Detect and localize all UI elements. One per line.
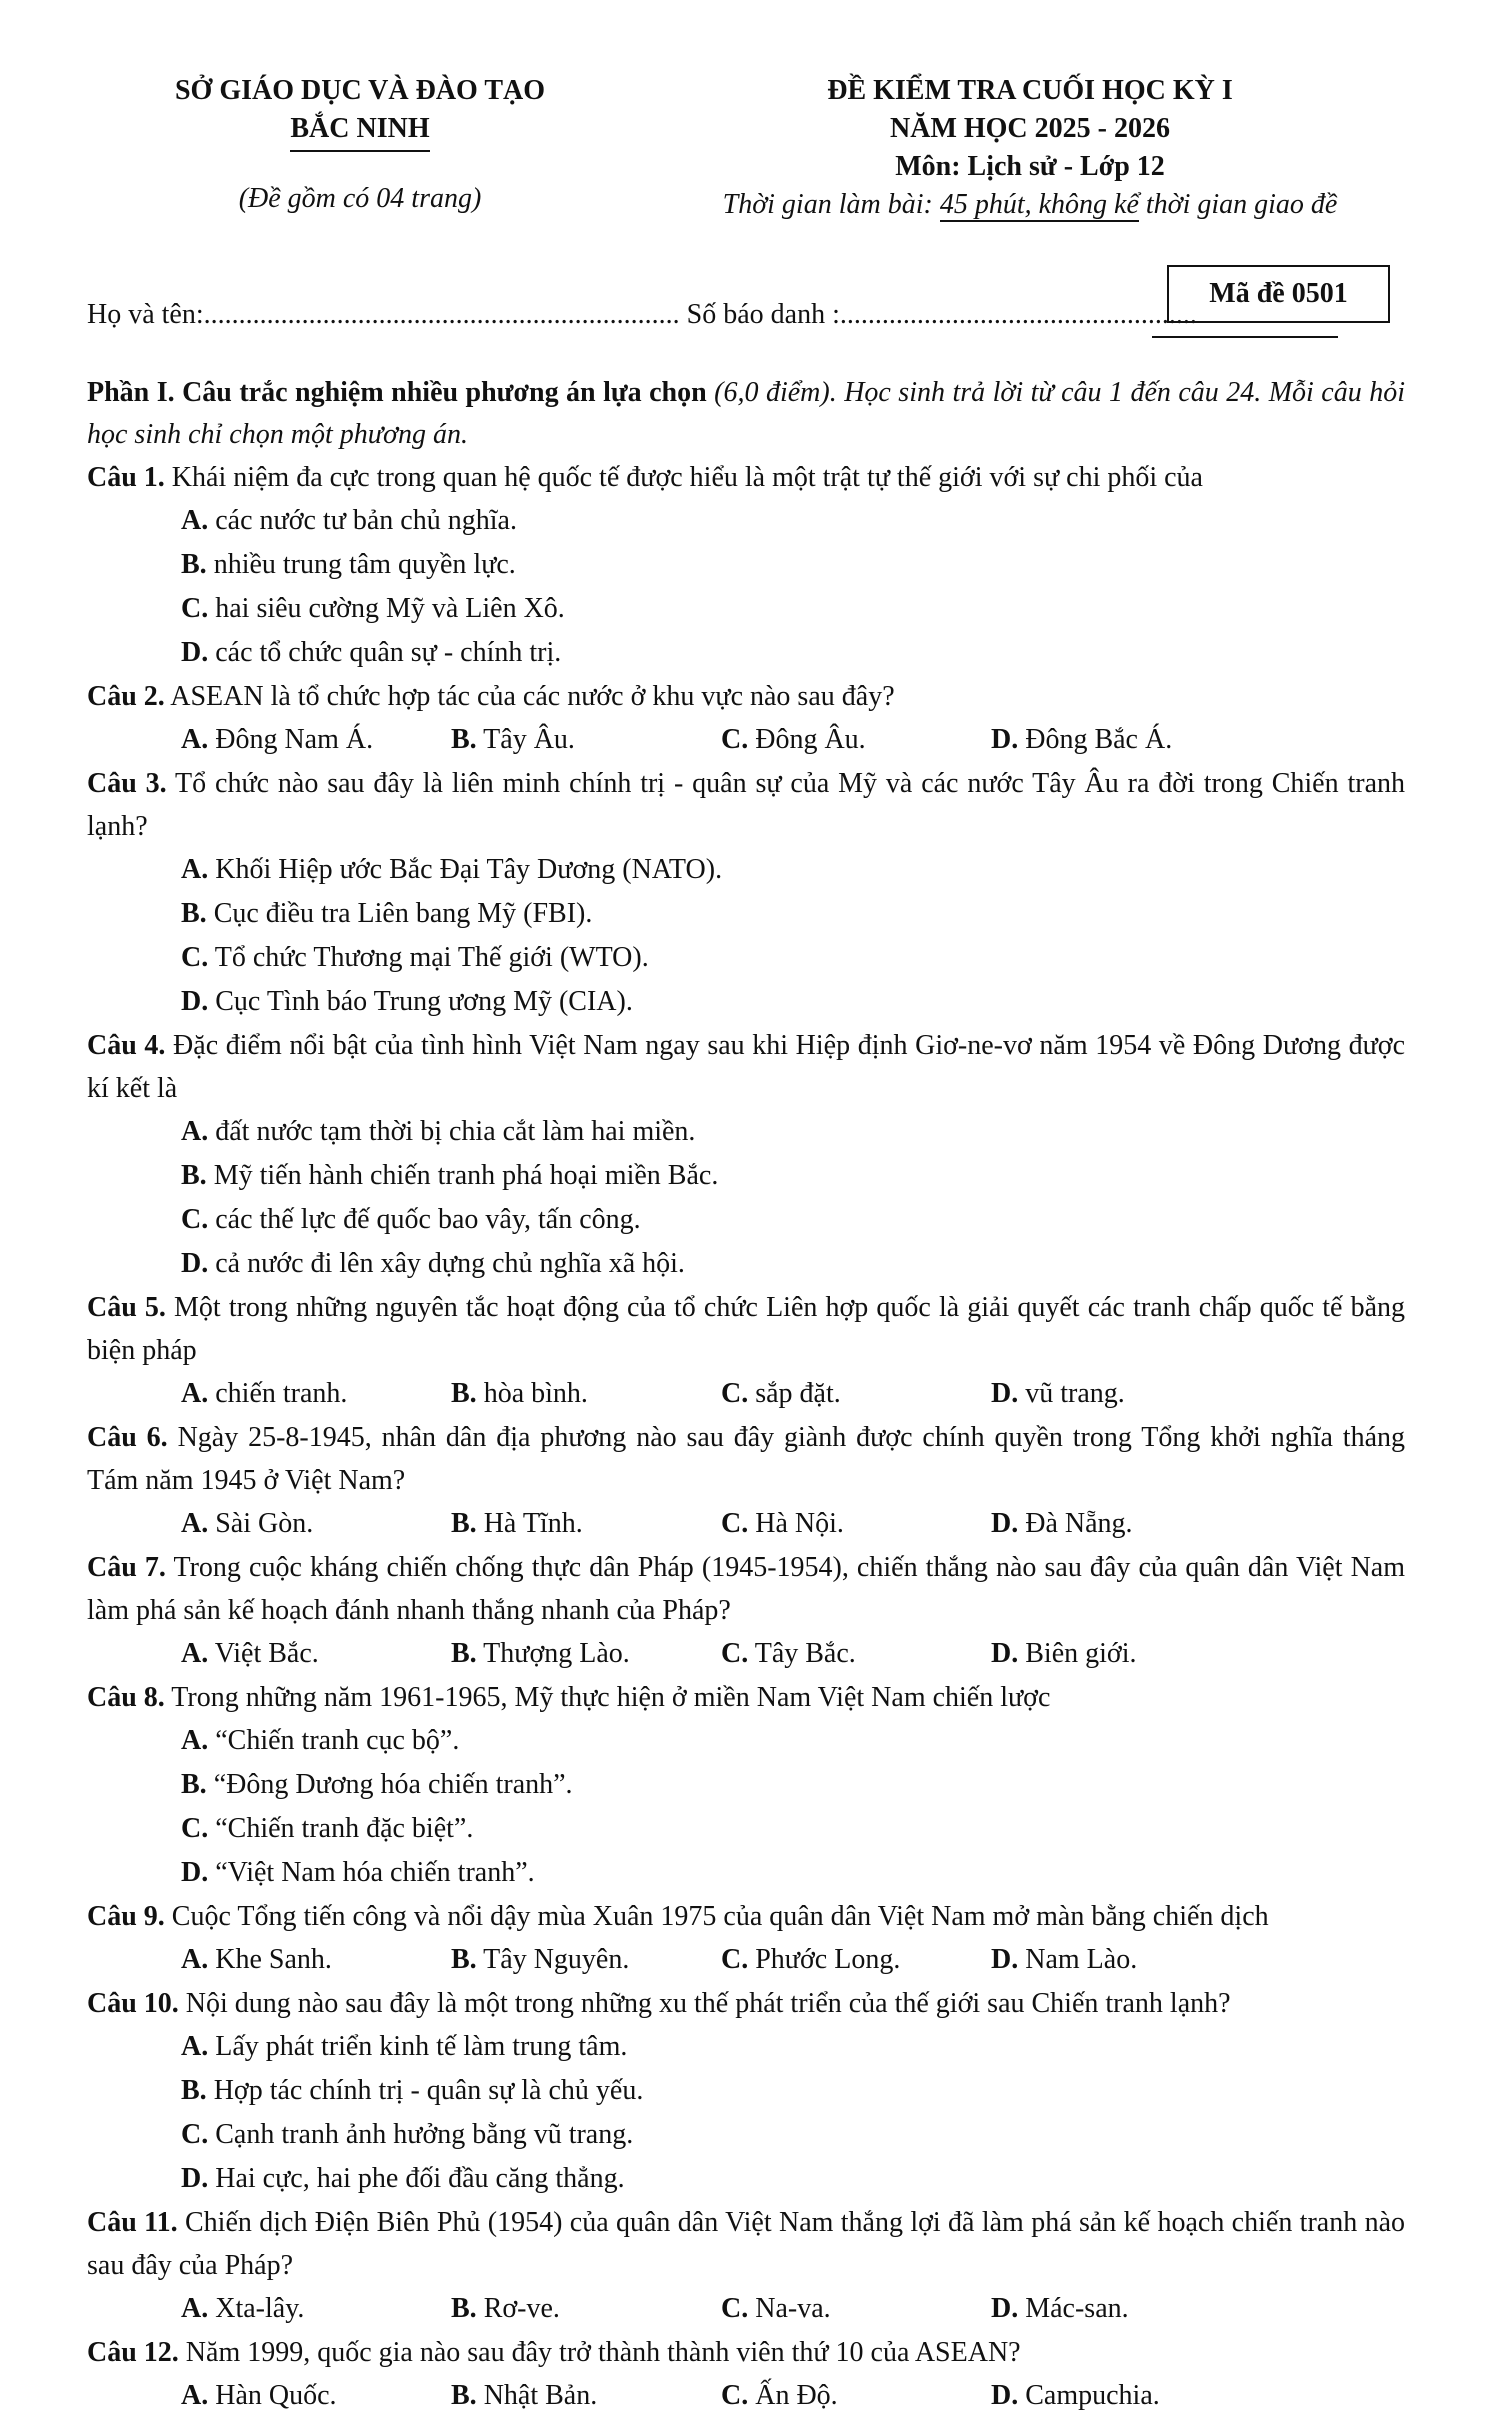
answer-option xyxy=(721,2287,991,2331)
option-text: Đông Âu. xyxy=(748,724,866,755)
option-letter: D. xyxy=(991,1508,1019,1539)
answer-options xyxy=(87,1632,1405,1676)
question-number: Câu 4. xyxy=(87,1030,166,1061)
option-text: vũ trang. xyxy=(1018,1378,1125,1409)
option-letter: C. xyxy=(721,1378,749,1409)
answer-option xyxy=(181,1807,809,1851)
answer-options xyxy=(87,1719,1405,1895)
question xyxy=(87,1546,1405,1676)
answer-option xyxy=(181,1502,451,1546)
pages-note: (Đề gồm có 04 trang) xyxy=(238,183,482,214)
answer-option xyxy=(991,718,1261,762)
answer-option xyxy=(181,587,809,631)
option-letter: D. xyxy=(181,1857,209,1888)
option-letter: B. xyxy=(451,1638,477,1669)
option-text: Hàn Quốc. xyxy=(208,2380,337,2411)
option-letter: C. xyxy=(721,2293,749,2324)
answer-option xyxy=(181,1372,451,1416)
time-prefix: Thời gian làm bài: xyxy=(722,189,940,220)
option-letter: B. xyxy=(181,1160,207,1191)
option-letter: D. xyxy=(181,1248,209,1279)
id-label: Số báo danh : xyxy=(679,299,840,330)
question-number: Câu 1. xyxy=(87,462,165,493)
question xyxy=(87,1286,1405,1416)
option-letter: B. xyxy=(181,549,207,580)
answer-option xyxy=(181,848,809,892)
option-letter: A. xyxy=(181,1725,209,1756)
answer-option xyxy=(991,2287,1261,2331)
option-text: đất nước tạm thời bị chia cắt làm hai miền. xyxy=(208,1116,696,1147)
question-number: Câu 10. xyxy=(87,1988,179,2019)
answer-option xyxy=(721,1372,991,1416)
question xyxy=(87,2331,1405,2418)
question-text: Trong cuộc kháng chiến chống thực dân Pháp (1945-1954), chiến thắng nào sau đây của quân dân Việt Nam làm phá sản kế hoạch đánh nhanh thắng nhanh của Pháp? xyxy=(87,1552,1405,1626)
option-text: Ấn Độ. xyxy=(748,2380,838,2411)
answer-option xyxy=(991,1938,1261,1982)
question-number: Câu 8. xyxy=(87,1682,165,1713)
answer-option xyxy=(181,2287,451,2331)
question xyxy=(87,762,1405,1024)
question-number: Câu 12. xyxy=(87,2337,179,2368)
question-text: Chiến dịch Điện Biên Phủ (1954) của quân dân Việt Nam thắng lợi đã làm phá sản kế hoạch chiến tranh nào sau đây của Pháp? xyxy=(87,2207,1406,2281)
question-text: Năm 1999, quốc gia nào sau đây trở thành thành viên thứ 10 của ASEAN? xyxy=(178,2337,1021,2368)
option-letter: A. xyxy=(181,1116,209,1147)
question-text: Một trong những nguyên tắc hoạt động của tổ chức Liên hợp quốc là giải quyết các tranh chấp quốc tế bằng biện pháp xyxy=(87,1292,1406,1366)
option-letter: A. xyxy=(181,1638,209,1669)
option-text: chiến tranh. xyxy=(208,1378,348,1409)
answer-option xyxy=(181,892,809,936)
time-line xyxy=(680,186,1380,224)
option-text: Cục Tình báo Trung ương Mỹ (CIA). xyxy=(208,986,633,1017)
answer-options xyxy=(87,1110,1405,1286)
option-letter: D. xyxy=(181,637,209,668)
option-letter: C. xyxy=(721,724,749,755)
question-number: Câu 2. xyxy=(87,681,165,712)
answer-option xyxy=(181,2069,809,2113)
option-text: Na-va. xyxy=(748,2293,831,2324)
time-suffix: thời gian giao đề xyxy=(1138,189,1338,220)
option-letter: C. xyxy=(181,1204,209,1235)
option-text: hai siêu cường Mỹ và Liên Xô. xyxy=(208,593,565,624)
answer-option xyxy=(181,631,809,675)
name-field: .................................................................... xyxy=(203,299,680,330)
answer-option xyxy=(181,2374,451,2418)
option-text: Campuchia. xyxy=(1018,2380,1160,2411)
question-stem xyxy=(87,2331,1405,2374)
province-name: BẮC NINH xyxy=(290,110,429,152)
option-text: Biên giới. xyxy=(1018,1638,1137,1669)
option-text: Nam Lào. xyxy=(1018,1944,1138,1975)
option-text: Mác-san. xyxy=(1018,2293,1129,2324)
answer-option xyxy=(451,2287,721,2331)
option-text: Cục điều tra Liên bang Mỹ (FBI). xyxy=(206,898,593,929)
question-number: Câu 6. xyxy=(87,1422,168,1453)
option-letter: A. xyxy=(181,505,209,536)
option-letter: C. xyxy=(181,942,209,973)
answer-option xyxy=(181,1154,809,1198)
answer-option xyxy=(181,499,809,543)
question-stem xyxy=(87,1982,1405,2025)
option-text: Hà Nội. xyxy=(748,1508,844,1539)
option-text: Hà Tĩnh. xyxy=(476,1508,583,1539)
option-letter: D. xyxy=(991,1378,1019,1409)
option-text: các tổ chức quân sự - chính trị. xyxy=(208,637,562,668)
question-stem xyxy=(87,1546,1405,1632)
option-letter: B. xyxy=(451,2293,477,2324)
question-text: ASEAN là tổ chức hợp tác của các nước ở khu vực nào sau đây? xyxy=(164,681,895,712)
question-text: Khái niệm đa cực trong quan hệ quốc tế được hiểu là một trật tự thế giới với sự chi phối của xyxy=(164,462,1203,493)
answer-option xyxy=(721,2374,991,2418)
question xyxy=(87,1024,1405,1286)
answer-option xyxy=(721,1632,991,1676)
option-letter: B. xyxy=(181,1769,207,1800)
option-letter: D. xyxy=(991,2380,1019,2411)
answer-options xyxy=(87,1372,1405,1416)
option-letter: C. xyxy=(181,1813,209,1844)
option-letter: D. xyxy=(991,1638,1019,1669)
option-text: sắp đặt. xyxy=(748,1378,841,1409)
option-letter: A. xyxy=(181,854,209,885)
question xyxy=(87,1895,1405,1982)
option-letter: C. xyxy=(721,1638,749,1669)
option-text: “Việt Nam hóa chiến tranh”. xyxy=(208,1857,535,1888)
header-right xyxy=(680,72,1380,224)
option-letter: A. xyxy=(181,1378,209,1409)
answer-option xyxy=(991,1372,1261,1416)
question-text: Cuộc Tổng tiến công và nổi dậy mùa Xuân 1975 của quân dân Việt Nam mở màn bằng chiến dịch xyxy=(164,1901,1269,1932)
option-text: cả nước đi lên xây dựng chủ nghĩa xã hội. xyxy=(208,1248,685,1279)
school-year: NĂM HỌC 2025 - 2026 xyxy=(890,113,1170,144)
answer-options xyxy=(87,1938,1405,1982)
answer-option xyxy=(181,2157,809,2201)
option-letter: C. xyxy=(721,1944,749,1975)
option-letter: C. xyxy=(181,2119,209,2150)
answer-option xyxy=(451,718,721,762)
department-name: SỞ GIÁO DỤC VÀ ĐÀO TẠO xyxy=(174,75,545,106)
answer-option xyxy=(181,1242,809,1286)
option-text: nhiều trung tâm quyền lực. xyxy=(206,549,516,580)
option-letter: B. xyxy=(181,2075,207,2106)
option-text: Hợp tác chính trị - quân sự là chủ yếu. xyxy=(206,2075,644,2106)
option-letter: C. xyxy=(721,2380,749,2411)
part-title-bold: Phần I. Câu trắc nghiệm nhiều phương án lựa chọn xyxy=(87,377,707,408)
option-text: Nhật Bản. xyxy=(476,2380,598,2411)
option-letter: A. xyxy=(181,2031,209,2062)
question-text: Nội dung nào sau đây là một trong những xu thế phát triển của thế giới sau Chiến tranh lạnh? xyxy=(178,1988,1231,2019)
answer-options xyxy=(87,718,1405,762)
exam-content xyxy=(87,372,1405,2418)
option-letter: D. xyxy=(181,986,209,1017)
question-text: Trong những năm 1961-1965, Mỹ thực hiện ở miền Nam Việt Nam chiến lược xyxy=(164,1682,1051,1713)
time-value: 45 phút, không kể xyxy=(939,189,1139,220)
option-text: hòa bình. xyxy=(476,1378,588,1409)
answer-option xyxy=(451,1502,721,1546)
option-letter: B. xyxy=(451,1378,477,1409)
name-label: Họ và tên: xyxy=(87,299,204,330)
id-field: ................................................... xyxy=(839,299,1197,330)
part-title-italic: (6,0 điểm). Học sinh trả lời từ câu 1 đến câu 24. Mỗi câu hỏi học sinh chỉ chọn một phương án. xyxy=(87,377,1405,450)
option-letter: A. xyxy=(181,1508,209,1539)
option-text: Đông Nam Á. xyxy=(208,724,374,755)
question-number: Câu 11. xyxy=(87,2207,178,2238)
answer-option xyxy=(181,936,809,980)
question-stem xyxy=(87,675,1405,718)
option-letter: B. xyxy=(181,898,207,929)
option-text: Sài Gòn. xyxy=(208,1508,314,1539)
question xyxy=(87,1416,1405,1546)
option-text: “Chiến tranh đặc biệt”. xyxy=(208,1813,474,1844)
option-text: các thế lực đế quốc bao vây, tấn công. xyxy=(208,1204,641,1235)
answer-option xyxy=(181,1110,809,1154)
option-text: Tây Nguyên. xyxy=(476,1944,630,1975)
option-text: Hai cực, hai phe đối đầu căng thẳng. xyxy=(208,2163,625,2194)
question-list xyxy=(87,456,1405,2418)
header-left xyxy=(120,72,600,218)
option-text: Phước Long. xyxy=(748,1944,901,1975)
answer-option xyxy=(991,1502,1261,1546)
option-text: Cạnh tranh ảnh hưởng bằng vũ trang. xyxy=(208,2119,634,2150)
answer-option xyxy=(451,1372,721,1416)
option-text: Tổ chức Thương mại Thế giới (WTO). xyxy=(208,942,649,973)
option-text: Khe Sanh. xyxy=(208,1944,332,1975)
option-letter: C. xyxy=(721,1508,749,1539)
question-stem xyxy=(87,1286,1405,1372)
answer-option xyxy=(181,543,809,587)
answer-option xyxy=(991,2374,1261,2418)
question xyxy=(87,675,1405,762)
answer-options xyxy=(87,848,1405,1024)
question xyxy=(87,1676,1405,1895)
option-letter: D. xyxy=(181,2163,209,2194)
question-number: Câu 5. xyxy=(87,1292,166,1323)
option-text: “Chiến tranh cục bộ”. xyxy=(208,1725,460,1756)
answer-option xyxy=(451,1938,721,1982)
subject-line: Môn: Lịch sử - Lớp 12 xyxy=(895,151,1165,182)
option-text: Thượng Lào. xyxy=(476,1638,630,1669)
option-text: Việt Bắc. xyxy=(208,1638,319,1669)
option-text: “Đông Dương hóa chiến tranh”. xyxy=(206,1769,573,1800)
option-letter: B. xyxy=(451,2380,477,2411)
option-letter: D. xyxy=(991,1944,1019,1975)
option-letter: A. xyxy=(181,2380,209,2411)
answer-options xyxy=(87,499,1405,675)
answer-option xyxy=(181,1763,809,1807)
answer-option xyxy=(451,1632,721,1676)
answer-options xyxy=(87,2374,1405,2418)
answer-option xyxy=(451,2374,721,2418)
question-number: Câu 9. xyxy=(87,1901,165,1932)
question xyxy=(87,456,1405,675)
question-stem xyxy=(87,1416,1405,1502)
exam-code-box: Mã đề 0501 xyxy=(1167,265,1390,323)
answer-option xyxy=(181,1851,809,1895)
part-title xyxy=(87,372,1405,456)
question-stem xyxy=(87,2201,1405,2287)
answer-option xyxy=(181,2113,809,2157)
option-text: Mỹ tiến hành chiến tranh phá hoại miền Bắc. xyxy=(206,1160,719,1191)
question xyxy=(87,1982,1405,2201)
question-text: Đặc điểm nổi bật của tình hình Việt Nam ngay sau khi Hiệp định Giơ-ne-vơ năm 1954 về Đông Dương được kí kết là xyxy=(87,1030,1405,1104)
option-text: Tây Âu. xyxy=(476,724,575,755)
answer-option xyxy=(991,1632,1261,1676)
answer-option xyxy=(181,1938,451,1982)
option-letter: A. xyxy=(181,2293,209,2324)
answer-option xyxy=(181,718,451,762)
answer-option xyxy=(721,1502,991,1546)
question-stem xyxy=(87,456,1405,499)
option-letter: B. xyxy=(451,724,477,755)
option-letter: B. xyxy=(451,1508,477,1539)
answer-option xyxy=(181,2025,809,2069)
option-letter: C. xyxy=(181,593,209,624)
option-letter: B. xyxy=(451,1944,477,1975)
header-rule xyxy=(1152,336,1338,338)
question-text: Tổ chức nào sau đây là liên minh chính trị - quân sự của Mỹ và các nước Tây Âu ra đời trong Chiến tranh lạnh? xyxy=(87,768,1405,842)
option-text: Đông Bắc Á. xyxy=(1018,724,1173,755)
question xyxy=(87,2201,1405,2331)
question-stem xyxy=(87,1024,1405,1110)
option-letter: A. xyxy=(181,1944,209,1975)
answer-option xyxy=(181,980,809,1024)
answer-option xyxy=(721,1938,991,1982)
question-stem xyxy=(87,1676,1405,1719)
question-number: Câu 7. xyxy=(87,1552,166,1583)
answer-options xyxy=(87,1502,1405,1546)
option-text: Rơ-ve. xyxy=(476,2293,560,2324)
question-stem xyxy=(87,762,1405,848)
answer-option xyxy=(721,718,991,762)
option-letter: D. xyxy=(991,2293,1019,2324)
question-text: Ngày 25-8-1945, nhân dân địa phương nào sau đây giành được chính quyền trong Tổng khởi nghĩa tháng Tám năm 1945 ở Việt Nam? xyxy=(87,1422,1406,1496)
answer-option xyxy=(181,1719,809,1763)
student-info-line xyxy=(87,297,1197,333)
option-text: Tây Bắc. xyxy=(748,1638,856,1669)
answer-options xyxy=(87,2025,1405,2201)
option-text: Lấy phát triển kinh tế làm trung tâm. xyxy=(208,2031,628,2062)
option-letter: A. xyxy=(181,724,209,755)
answer-options xyxy=(87,2287,1405,2331)
exam-title: ĐỀ KIỂM TRA CUỐI HỌC KỲ I xyxy=(827,75,1233,106)
option-text: Đà Nẵng. xyxy=(1018,1508,1133,1539)
option-letter: D. xyxy=(991,724,1019,755)
answer-option xyxy=(181,1632,451,1676)
question-stem xyxy=(87,1895,1405,1938)
option-text: các nước tư bản chủ nghĩa. xyxy=(208,505,517,536)
answer-option xyxy=(181,1198,809,1242)
option-text: Xta-lây. xyxy=(208,2293,305,2324)
question-number: Câu 3. xyxy=(87,768,167,799)
option-text: Khối Hiệp ước Bắc Đại Tây Dương (NATO). xyxy=(208,854,723,885)
